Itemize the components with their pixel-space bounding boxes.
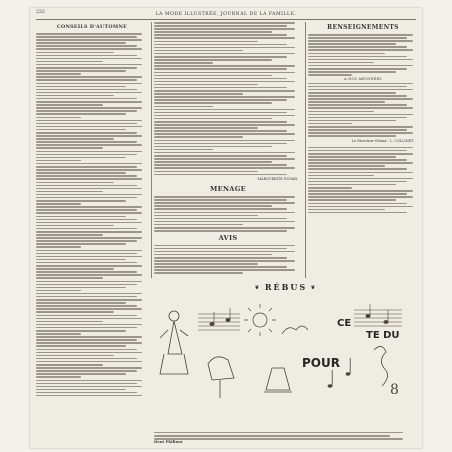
text-line (36, 209, 137, 211)
text-line (36, 185, 137, 187)
text-line (154, 109, 295, 111)
text-line (36, 311, 114, 313)
text-line (36, 373, 126, 375)
article-body (154, 22, 302, 175)
text-line (308, 46, 407, 48)
text-line (154, 87, 287, 89)
rebus-title: ❦ RÉBUS ❦ (254, 282, 318, 292)
footer-advertisement (154, 432, 416, 444)
text-line (154, 136, 243, 138)
text-line (36, 135, 142, 137)
text-line (36, 182, 114, 184)
text-line (154, 93, 243, 95)
text-line (154, 140, 295, 142)
text-line (36, 144, 142, 146)
text-line (36, 262, 137, 264)
text-line (154, 28, 295, 30)
text-line (36, 324, 142, 326)
text-line (36, 380, 142, 382)
text-line (308, 59, 413, 61)
horn-icon (208, 357, 234, 398)
text-line (36, 250, 142, 252)
text-line (36, 256, 142, 258)
text-line (308, 65, 413, 67)
text-line (36, 361, 142, 363)
text-line (308, 147, 413, 149)
text-line (154, 62, 213, 64)
text-line (36, 299, 142, 301)
text-line (36, 178, 142, 180)
text-line (154, 257, 287, 259)
text-line (154, 199, 287, 201)
text-line (36, 98, 137, 100)
text-line (154, 155, 287, 157)
text-line (154, 208, 287, 210)
right-column (308, 22, 418, 276)
text-line (154, 158, 295, 160)
text-line (154, 96, 295, 98)
text-line (308, 104, 407, 106)
text-line (36, 129, 126, 131)
text-line (36, 141, 137, 143)
text-line (154, 41, 258, 43)
text-line (36, 203, 81, 205)
text-line (308, 117, 407, 119)
text-line (154, 215, 258, 217)
text-line (154, 22, 295, 24)
article-heading: CONSEILS D'AUTOMNE (56, 24, 128, 30)
text-line (308, 95, 407, 97)
text-line (308, 68, 407, 70)
text-line (308, 92, 396, 94)
text-line (308, 107, 413, 109)
text-line (154, 84, 258, 86)
text-line (36, 52, 114, 54)
text-line (36, 305, 137, 307)
page-number: 232 (36, 10, 45, 15)
text-line (36, 89, 137, 91)
text-line (308, 120, 396, 122)
text-line (36, 234, 103, 236)
text-line (308, 114, 413, 116)
menu-body (154, 196, 302, 232)
text-line (36, 327, 137, 329)
text-line (154, 102, 272, 104)
text-line (36, 333, 81, 335)
text-line (154, 124, 295, 126)
text-line (154, 59, 272, 61)
text-line (36, 95, 114, 97)
text-line (36, 318, 142, 320)
rebus-word: CE (337, 318, 352, 329)
text-line (154, 221, 295, 223)
text-line (308, 162, 413, 164)
text-line (154, 44, 287, 46)
text-line (36, 228, 137, 230)
text-line (308, 178, 413, 180)
text-line (154, 254, 272, 256)
text-line (36, 274, 142, 276)
text-line (36, 237, 142, 239)
text-line (308, 193, 407, 195)
music-staff-icon (354, 304, 402, 326)
text-line (36, 76, 142, 78)
text-line (36, 367, 142, 369)
text-line (308, 111, 374, 113)
text-line (36, 70, 126, 72)
text-line (36, 308, 142, 310)
text-line (154, 115, 295, 117)
text-line (308, 187, 352, 189)
text-line (154, 121, 287, 123)
text-line (36, 120, 142, 122)
text-line (36, 212, 142, 214)
column-rule (305, 22, 306, 278)
text-line (36, 342, 142, 344)
text-line (36, 101, 142, 103)
text-line (36, 219, 137, 221)
text-line (308, 74, 352, 76)
text-line (308, 156, 396, 158)
text-line (36, 197, 137, 199)
rebus-word: POUR (302, 356, 340, 370)
text-line (154, 81, 295, 83)
text-line (308, 123, 352, 125)
text-line (308, 159, 407, 161)
bell-icon (264, 368, 292, 392)
page-header (36, 10, 416, 20)
text-line (154, 130, 287, 132)
text-line (36, 132, 137, 134)
text-line (36, 383, 137, 385)
text-line (154, 47, 295, 49)
text-line (36, 157, 126, 159)
text-line (154, 245, 295, 247)
text-line (308, 101, 385, 103)
text-line (36, 191, 103, 193)
text-line (154, 127, 258, 129)
text-line (308, 49, 413, 51)
text-line (154, 230, 287, 232)
text-line (36, 355, 114, 357)
text-line (36, 33, 142, 35)
text-line (154, 133, 295, 135)
text-line (308, 181, 407, 183)
text-line (308, 168, 407, 170)
text-line (36, 370, 137, 372)
text-line (36, 45, 137, 47)
text-line (154, 53, 295, 55)
text-line (154, 106, 213, 108)
ornament-icon: ❦ (254, 285, 265, 291)
text-line (36, 225, 114, 227)
advert-brand: Dent Philinor (154, 438, 183, 444)
text-line (36, 126, 142, 128)
article-signature: MARGUERITE DUMAY. (257, 177, 298, 182)
text-line (36, 61, 103, 63)
text-line (308, 184, 396, 186)
text-line (36, 277, 103, 279)
text-line (308, 53, 385, 55)
avis-body (154, 245, 302, 274)
text-line (36, 79, 137, 81)
text-line (308, 37, 407, 39)
text-line (36, 117, 81, 119)
text-line (36, 36, 137, 38)
text-line (154, 34, 287, 36)
text-line (154, 143, 287, 145)
text-line (36, 321, 103, 323)
text-line (154, 212, 295, 214)
text-line (308, 209, 385, 211)
text-line (36, 64, 142, 66)
text-line (36, 169, 142, 171)
text-line (36, 376, 81, 378)
text-line (154, 90, 295, 92)
text-line (154, 263, 258, 265)
text-line (36, 246, 81, 248)
text-line (154, 438, 403, 440)
text-line (308, 212, 407, 214)
text-line (308, 89, 413, 91)
section-heading: RENSEIGNEMENTS (327, 24, 399, 31)
text-line (36, 339, 137, 341)
text-line (36, 302, 126, 304)
text-line (36, 104, 103, 106)
director-signature: Le Directeur-Gérant : L. COLLINET. (351, 138, 414, 143)
text-line (36, 160, 81, 162)
text-line (36, 349, 137, 351)
text-line (36, 345, 126, 347)
text-line (36, 166, 137, 168)
text-line (308, 150, 407, 152)
text-line (36, 243, 126, 245)
text-line (36, 172, 126, 174)
text-line (308, 86, 407, 88)
text-line (154, 205, 272, 207)
rebus-illustration (154, 294, 418, 414)
number-flourish-icon (374, 346, 399, 398)
text-line (308, 132, 413, 134)
text-line (36, 188, 142, 190)
left-column (36, 22, 148, 444)
text-line (154, 251, 295, 253)
text-line (36, 352, 142, 354)
text-line (154, 152, 295, 154)
text-line (36, 67, 137, 69)
text-line (36, 284, 137, 286)
text-line (154, 75, 272, 77)
text-line (154, 78, 287, 80)
text-line (36, 392, 137, 394)
text-line (36, 194, 142, 196)
text-line (36, 48, 142, 50)
text-line (154, 37, 295, 39)
section-subheading: A NOS ABONNÉES (344, 76, 382, 81)
section-body (308, 34, 418, 76)
text-line (154, 269, 295, 271)
svg-text:8: 8 (390, 382, 399, 398)
text-line (154, 171, 258, 173)
text-line (36, 231, 142, 233)
text-line (36, 240, 137, 242)
text-line (36, 42, 126, 44)
text-line (308, 40, 413, 42)
text-line (154, 50, 243, 52)
column-rule (151, 22, 152, 278)
text-line (154, 227, 295, 229)
text-line (308, 135, 396, 137)
text-line (308, 83, 413, 85)
text-line (308, 98, 413, 100)
text-line (36, 268, 114, 270)
text-line (36, 123, 137, 125)
text-line (154, 112, 287, 114)
text-line (308, 62, 374, 64)
section-body (308, 83, 418, 137)
figure-icon (160, 311, 188, 374)
text-line (36, 163, 142, 165)
text-line (308, 56, 407, 58)
text-line (308, 153, 413, 155)
text-line (308, 206, 413, 208)
text-line (308, 196, 413, 198)
text-line (36, 358, 137, 360)
middle-column (154, 22, 302, 276)
text-line (36, 55, 137, 57)
rebus-word: TE DU (366, 330, 400, 341)
text-line (36, 58, 142, 60)
text-line (154, 31, 272, 33)
text-line (154, 248, 287, 250)
text-line (36, 259, 126, 261)
text-line (36, 110, 137, 112)
text-line (154, 149, 213, 151)
text-line (154, 146, 272, 148)
rebus-section (154, 280, 418, 448)
text-line (154, 224, 243, 226)
article-body (36, 33, 148, 396)
text-line (308, 190, 413, 192)
text-line (36, 92, 142, 94)
text-line (308, 34, 413, 36)
text-line (36, 330, 126, 332)
text-line (308, 71, 396, 73)
text-line (36, 154, 137, 156)
text-line (308, 203, 407, 205)
sun-icon (244, 304, 276, 336)
text-line (36, 395, 142, 397)
text-line (36, 389, 126, 391)
text-line (154, 218, 287, 220)
text-line (36, 216, 126, 218)
text-line (36, 296, 137, 298)
text-line (36, 107, 142, 109)
text-line (36, 386, 142, 388)
text-line (36, 290, 81, 292)
text-line (154, 118, 272, 120)
ornament-icon: ❦ (307, 285, 318, 291)
text-line (154, 25, 287, 27)
text-line (36, 138, 114, 140)
text-line (36, 113, 126, 115)
text-line (308, 172, 413, 174)
text-line (154, 164, 287, 166)
text-line (36, 293, 142, 295)
text-line (308, 126, 413, 128)
text-line (36, 253, 137, 255)
text-line (308, 175, 374, 177)
text-line (36, 39, 142, 41)
text-line (308, 43, 396, 45)
text-line (154, 99, 287, 101)
text-line (308, 165, 385, 167)
music-staff-icon (198, 308, 240, 330)
text-line (36, 73, 81, 75)
text-line (36, 287, 126, 289)
text-line (154, 266, 287, 268)
text-line (36, 281, 142, 283)
text-line (154, 65, 295, 67)
text-line (36, 200, 126, 202)
section-heading: MENAGE (210, 185, 246, 194)
text-line (36, 151, 142, 153)
text-line (154, 196, 295, 198)
text-line (36, 83, 142, 85)
text-line (154, 260, 295, 262)
text-line (154, 272, 243, 274)
section-heading: AVIS (218, 233, 238, 242)
text-line (36, 222, 142, 224)
text-line (36, 86, 126, 88)
text-line (154, 174, 287, 176)
journal-page (30, 8, 422, 448)
text-line (308, 129, 407, 131)
text-line (154, 432, 403, 434)
text-line (36, 364, 103, 366)
text-line (36, 265, 142, 267)
text-line (154, 68, 287, 70)
text-line (154, 161, 272, 163)
text-line (154, 72, 295, 74)
text-line (36, 336, 142, 338)
journal-title: LA MODE ILLUSTRÉE, JOURNAL DE LA FAMILLE. (155, 12, 297, 17)
text-line (36, 206, 142, 208)
text-line (154, 56, 287, 58)
text-line (154, 167, 295, 169)
text-line (308, 199, 396, 201)
text-line (154, 435, 390, 437)
bird-icon (282, 326, 308, 334)
text-line (36, 315, 137, 317)
text-line (36, 147, 103, 149)
text-line (154, 202, 295, 204)
section-body (308, 147, 418, 213)
text-line (36, 271, 137, 273)
text-line (36, 175, 137, 177)
